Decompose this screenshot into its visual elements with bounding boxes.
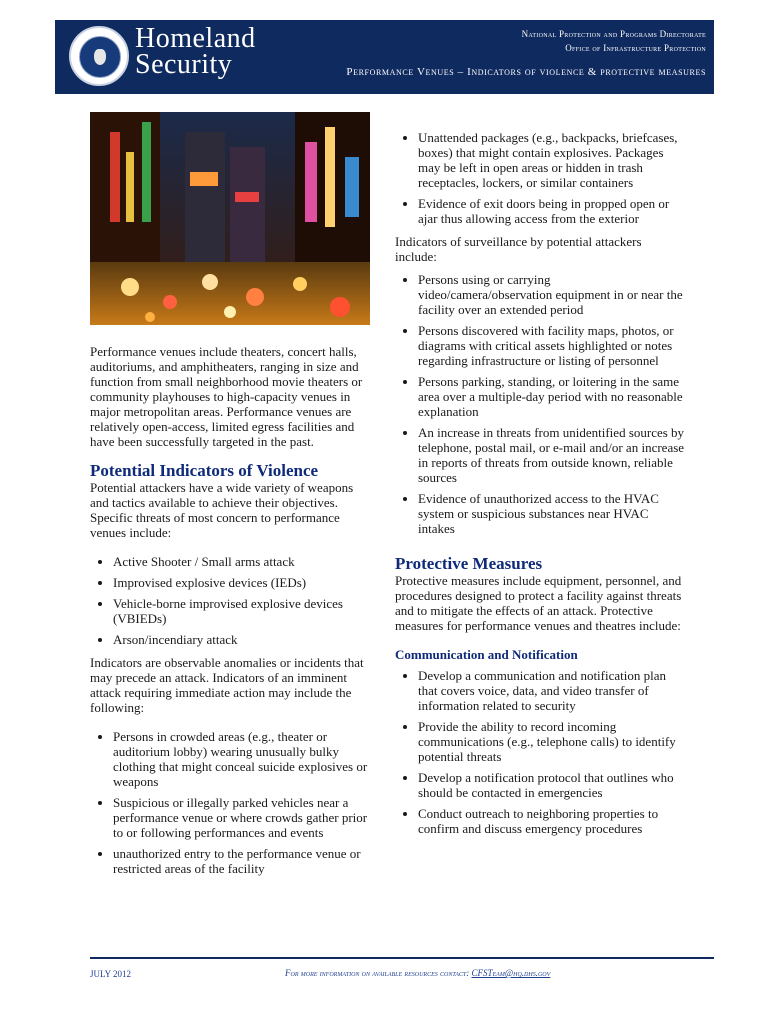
brand-logo [135,23,256,80]
threats-list [90,554,372,647]
comm-list [395,668,685,836]
photo-illustration [90,112,370,325]
comm-heading: Communication and Notification [395,647,578,662]
brand-line-2: Security [135,49,233,80]
protective-intro: Protective measures include equipment, personnel, and procedures designed to protect a facility against threats and to mitigate the effects of an attack. Protective measures for performance venues and theatres include: [395,573,682,633]
violence-heading: Potential Indicators of Violence [90,461,319,480]
eagle-icon [94,49,106,65]
header-banner [55,20,714,94]
document-title: Performance Venues – Indicators of violence & protective measures [346,66,706,78]
list-item: • Persons parking, standing, or loitering in the same area over a multiple-day period with no reasonable explanation [418,374,685,419]
violence-intro: Potential attackers have a wide variety of weapons and tactics available to achieve their objectives. Specific threats of most concern to performance venues include: [90,480,354,540]
list-item: • Arson/incendiary attack [113,632,372,647]
list-item: • Suspicious or illegally parked vehicles near a performance venue or where crowds gather prior to or following performances and events [113,795,372,840]
city-street-photo [90,112,370,325]
list-item: • Evidence of unauthorized access to the HVAC system or suspicious substances near HVAC intakes [418,491,685,536]
directorate-label: National Protection and Programs Directorate [521,29,706,39]
list-item: • Active Shooter / Small arms attack [113,554,372,569]
contact-email-link[interactable]: CFSTeam@hq.dhs.gov [471,968,551,978]
list-item: • Persons in crowded areas (e.g., theater or auditorium lobby) wearing unusually bulky clothing that might conceal suicide explosives or weapons [113,729,372,789]
intro-paragraph: Performance venues include theaters, concert halls, auditoriums, and amphitheaters, ranging in size and function from small neighborhood movie theaters or community playhouses to high-capacity venues in major metropolitan areas. Performance venues are relatively open-access, limited egress facilities and have been successfully targeted in the past. [90,344,363,449]
list-item: • unauthorized entry to the performance venue or restricted areas of the facility [113,846,372,876]
footer-date: JULY 2012 [90,969,132,979]
header-directorate-block [522,27,706,55]
seal-inner [79,36,121,78]
list-item: • An increase in threats from unidentified sources by telephone, postal mail, or e-mail and/or an increase in reports of threats from outside known, reliable sources [418,425,685,485]
list-item: • Vehicle-borne improvised explosive devices (VBIEDs) [113,596,372,626]
list-item: • Persons using or carrying video/camera/observation equipment in or near the facility over an extended period [418,272,685,317]
surveillance-intro: Indicators of surveillance by potential attackers include: [395,234,642,264]
protective-heading: Protective Measures [395,554,543,573]
indicators-continued-list [395,130,685,226]
left-column [90,344,372,884]
list-item: • Conduct outreach to neighboring properties to confirm and discuss emergency procedures [418,806,685,836]
indicators-intro: Indicators are observable anomalies or incidents that may precede an attack. Indicators of an imminent attack requiring immediate action may include the following: [90,655,364,715]
brand-line-1: Homeland [135,23,256,54]
contact-label: For more information on available resources contact: [285,968,470,978]
list-item: • Provide the ability to record incoming communications (e.g., telephone calls) to identify potential threats [418,719,685,764]
list-item: • Improvised explosive devices (IEDs) [113,575,372,590]
list-item: • Persons discovered with facility maps, photos, or diagrams with critical assets highlighted or notes regarding infrastructure or listing of personnel [418,323,685,368]
right-column [395,130,685,844]
list-item: • Develop a notification protocol that outlines who should be contacted in emergencies [418,770,685,800]
footer-divider [90,957,714,959]
indicators-list [90,729,372,876]
surveillance-list [395,272,685,536]
dhs-seal-icon [69,26,129,86]
office-label: Office of Infrastructure Protection [565,43,706,53]
list-item: • Evidence of exit doors being in propped open or ajar thus allowing access from the exterior [418,196,685,226]
list-item: • Develop a communication and notification plan that covers voice, data, and video transfer of information related to security [418,668,685,713]
list-item: • Unattended packages (e.g., backpacks, briefcases, boxes) that might contain explosives. Packages may be left in open areas or hidden in trash receptacles, lockers, or similar containers [418,130,685,190]
footer-contact [285,968,550,978]
